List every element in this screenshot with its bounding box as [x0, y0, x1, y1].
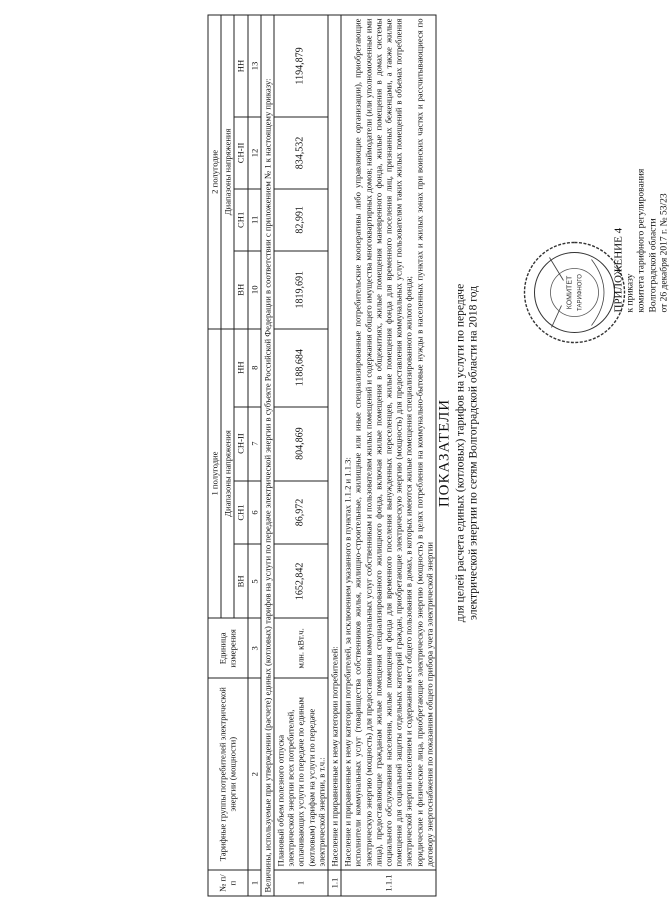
header-unit: Единица измерения — [208, 618, 248, 678]
description-paragraph-1: Население и приравненные к нему категории потребителей, за исключением указанного в пунктах 1.1.2 и 1.1.3: — [342, 456, 353, 867]
document-subtitle-1: для целей расчета единых (котловых) тарифов на услуги по передаче — [454, 283, 466, 622]
value-cell: 804,869 — [274, 406, 328, 480]
appendix-line-4: от 26 декабря 2017 г. № 53/23 — [659, 192, 669, 312]
column-number: 13 — [247, 15, 260, 117]
row-text: Население и приравненные к нему категории потребителей: — [328, 15, 341, 870]
row-name: Плановый объем полезного отпуска электрической энергии всех потребителей, оплачивающих услуги по передаче по единым (котловым) тарифам на услуги по передаче электрической энергии, в т.ч.: — [274, 678, 328, 870]
appendix-title: ПРИЛОЖЕНИЕ 4 — [612, 227, 624, 312]
value-cell: 1652,842 — [274, 544, 328, 618]
value-cell: 1188,684 — [274, 328, 328, 406]
description-paragraph-2: исполнители коммунальных услуг (товарищества собственников жилья, жилищно-строительные, жилищные или иные специализированные потребительские кооперативы либо управляющие организации), приобретающие электрическую энергию (мощность) для предоставления коммунальных услуг собственникам и пользователям жилых помещений и содержания общего имущества многоквартирных домов; наймодатели (или уполномоченные ими лица), предоставляющие гражданам жилые помещения специализированного жилищного фонда, включая жилые помещения в общежитиях, жилые помещения маневренного фонда, жилые помещения в домах системы социального обслуживания населения, жилые помещения фонда для временного поселения вынужденных переселенцев, жилые помещения фонда для временного поселения лиц, признанных беженцами, а также жилые помещения для социальной защиты отдельных категорий граждан, приобретающие электрическую энергию (мощность) для предоставления коммунальных услуг пользователям таких жилых помещений в объемах потребления электрической энергии населением и содержания мест общего пользования в домах, в которых имеются жилые помещения специализированного жилого фонда; — [352, 18, 414, 867]
header-level: НН — [234, 328, 247, 406]
table-row-1-1-1 — [341, 15, 436, 896]
column-number-row — [247, 15, 260, 896]
description-paragraph-3: юридические и физические лица, приобретающие электрическую энергию (мощность) в целях потребления на коммунально-бытовые нужды в населенных пунктах и жилых зонах при воинских частях и рассчитывающиеся по договору энергоснабжения по показаниям общего прибора учета электрической энергии — [413, 18, 434, 867]
header-level: ВН — [234, 544, 247, 618]
appendix-line-3: Волгоградской области — [647, 217, 658, 312]
svg-text:ТАРИФНОГО: ТАРИФНОГО — [577, 273, 583, 311]
official-seal-stamp — [521, 239, 627, 345]
header-ranges-2: Диапазоны напряжения — [221, 15, 234, 329]
appendix-note — [613, 168, 671, 312]
column-number: 5 — [247, 544, 260, 618]
value-cell: 82,991 — [274, 188, 328, 250]
table-row-1 — [274, 15, 328, 896]
section-text: Величины, используемые при утверждении (расчете) единых (котловых) тарифов на услуги по передаче электрической энергии в субъекте Российской Федерации в соответствии с приложением № 1 к настоящему приказу: — [260, 15, 273, 896]
header-half-1: 1 полугодие — [208, 328, 221, 618]
column-number: 10 — [247, 250, 260, 328]
row-num: 1.1.1 — [341, 870, 436, 896]
document-subtitle-2: электрической энергии по сетям Волгоградской области на 2018 год — [467, 285, 479, 620]
value-cell: 86,972 — [274, 480, 328, 544]
header-level: СН1 — [234, 480, 247, 544]
value-cell: 1819,691 — [274, 250, 328, 328]
appendix-line-2: комитета тарифного регулирования — [636, 168, 646, 312]
header-num: № п/п — [208, 870, 248, 896]
column-number: 3 — [247, 618, 260, 678]
header-level: СН-II — [234, 406, 247, 480]
value-cell: 834,532 — [274, 116, 328, 188]
table-row-1-1 — [328, 15, 341, 896]
column-number: 12 — [247, 116, 260, 188]
header-group: Тарифные группы потребителей электрической энергии (мощности) — [208, 678, 248, 870]
section-row — [260, 15, 273, 896]
header-half-2: 2 полугодие — [208, 15, 221, 329]
header-level: СН-II — [234, 116, 247, 188]
header-level: СН1 — [234, 188, 247, 250]
header-level: ВН — [234, 250, 247, 328]
appendix-line-1: к приказу — [624, 273, 635, 312]
column-number: 2 — [247, 678, 260, 870]
header-row-1 — [208, 15, 221, 896]
header-ranges-1: Диапазоны напряжения — [221, 328, 234, 618]
document-title: ПОКАЗАТЕЛИ — [436, 398, 452, 507]
row-unit: млн. кВт.ч. — [274, 618, 328, 678]
column-number: 8 — [247, 328, 260, 406]
value-cell: 1194,879 — [274, 15, 328, 117]
column-number: 1 — [247, 870, 260, 896]
indicators-table — [207, 14, 436, 896]
header-level: НН — [234, 15, 247, 117]
row-description — [341, 15, 436, 870]
column-number: 7 — [247, 406, 260, 480]
row-num: 1.1 — [328, 870, 341, 896]
column-number: 6 — [247, 480, 260, 544]
svg-text:КОМИТЕТ: КОМИТЕТ — [566, 275, 573, 309]
column-number: 11 — [247, 188, 260, 250]
row-num: 1 — [274, 870, 328, 896]
